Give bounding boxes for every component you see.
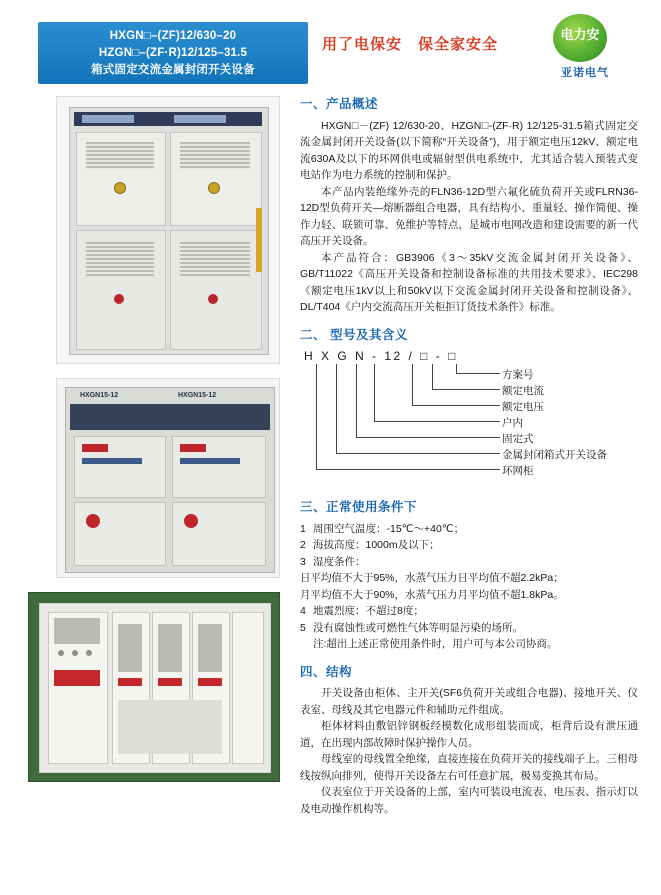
condition-item-4 xyxy=(300,603,638,620)
green-cabinet-interior-photo xyxy=(28,592,280,782)
product-title-line-3: 箱式固定交流金属封闭开关设备 xyxy=(91,63,255,76)
model-label-3: 户内 xyxy=(502,417,523,429)
condition-text-2: 海拔高度：1000m及以下； xyxy=(313,539,440,551)
condition-text-5: 没有腐蚀性或可燃性气体等明显污染的场所。 xyxy=(313,621,523,634)
company-logo xyxy=(531,14,639,79)
section-heading-overview: 一、产品概述 xyxy=(300,97,379,111)
product-text-column xyxy=(300,96,638,817)
overview-paragraph-1: HXGN□－(ZF) 12/630-20、HZGN□-(ZF·R) 12/125-31.5箱式固定交流金属封闭开关设备(以下简称“开关设备”)，用于额定电压12kV、额定电流630A及以下的环网供电或辐射型供电系统中，尤其适合装入预装式变电站作为电力系统的控制和保护。 xyxy=(300,119,638,181)
condition-text-4: 地震烈度：不超过8度； xyxy=(313,605,424,617)
condition-item-2 xyxy=(300,537,638,554)
structure-paragraph-1: 开关设备由柜体、主开关(SF6负荷开关或组合电器)、接地开关、仪表室、母线及其它电器元件和辅助元件组成。 xyxy=(300,687,638,716)
conditions-note: 注:超出上述正常使用条件时，用户可与本公司协商。 xyxy=(313,638,558,650)
model-label-4: 固定式 xyxy=(502,433,534,445)
section-heading-model: 二、 型号及其含义 xyxy=(300,327,408,342)
page-header xyxy=(0,0,661,88)
condition-number-4: 4 xyxy=(300,605,306,617)
logo-badge-icon xyxy=(553,14,607,62)
model-label-2: 额定电压 xyxy=(502,401,544,413)
company-slogan: 用了电保安 保全家安全 xyxy=(322,36,499,53)
condition-text-3: 湿度条件： xyxy=(313,555,366,568)
model-designation-diagram xyxy=(300,348,638,488)
condition-text-1: 周围空气温度：-15℃～+40℃； xyxy=(313,522,465,535)
overview-paragraph-3: 本产品符合：GB3906《3～35kV交流金属封闭开关设备》、GB/T11022《高压开关设备和控制设备标准的共用技术要求》、IEC298《额定电压1kV以上和50kV以下交流金属封闭开关设备和控制设备》、DL/T404《户内交流高压开关柜拒订货技术条件》标准。 xyxy=(300,251,638,313)
overview-paragraph-2: 本产品内装绝缘外壳的FLN36-12D型六氟化硫负荷开关或FLRN36- 12D型负荷开关—熔断器组合电器，具有结构小、重量轻、操作简便、操作力轻、联锁可靠、免维护等特点，是城市电网改造和建设需要的新一代高压开关设备。 xyxy=(300,185,638,247)
humidity-line-2: 月平均值不大于90%，水蒸气压力月平均值不超1.8kPa。 xyxy=(300,588,564,601)
logo-badge-text: 电力安 xyxy=(560,27,600,42)
product-title-box xyxy=(38,22,308,84)
structure-paragraph-4: 仪表室位于开关设备的上部，室内可装设电流表、电压表、指示灯以及电动操作机构等。 xyxy=(300,786,638,815)
structure-paragraph-2: 柜体材料由敷铝锌钢板经模数化成形组装而成，柜背后设有泄压通道，在出现内部故障时保护操作人员。 xyxy=(300,720,638,749)
product-title-line-1: HXGN□–(ZF)12/630–20 xyxy=(109,29,237,42)
condition-number-1: 1 xyxy=(300,522,306,535)
condition-item-1 xyxy=(300,521,638,538)
humidity-line-1: 日平均值不大于95%，水蒸气压力日平均值不超2.2kPa； xyxy=(300,572,564,584)
product-title-line-2: HZGN□–(ZF·R)12/125–31.5 xyxy=(98,46,248,59)
model-label-0: 方案号 xyxy=(502,369,534,381)
model-label-5: 金属封闭箱式开关设备 xyxy=(502,449,607,461)
condition-number-5: 5 xyxy=(300,621,306,634)
structure-paragraph-3: 母线室的母线置全绝缘，直接连接在负荷开关的接线端子上。三相母线按纵向排列，使得开关设备左右可任意扩展，极易变换其布局。 xyxy=(300,753,638,782)
model-label-1: 额定电流 xyxy=(502,385,544,397)
product-photo-column xyxy=(28,96,280,782)
switchgear-two-cell-photo xyxy=(56,378,280,578)
company-name: 亚诺电气 xyxy=(561,67,609,79)
condition-number-3: 3 xyxy=(300,555,306,568)
section-heading-conditions: 三、正常使用条件下 xyxy=(300,500,418,514)
model-label-6: 环网柜 xyxy=(502,465,534,477)
section-heading-structure: 四、结构 xyxy=(300,664,353,679)
condition-item-5 xyxy=(300,620,638,637)
switchgear-label-left: HXGN15-12 xyxy=(80,392,119,399)
model-code: H X G N - 12 / □ - □ xyxy=(304,349,458,363)
condition-number-2: 2 xyxy=(300,539,306,551)
switchgear-label-right: HXGN15-12 xyxy=(178,392,217,399)
cabinet-front-photo xyxy=(56,96,280,364)
condition-item-3 xyxy=(300,554,638,571)
